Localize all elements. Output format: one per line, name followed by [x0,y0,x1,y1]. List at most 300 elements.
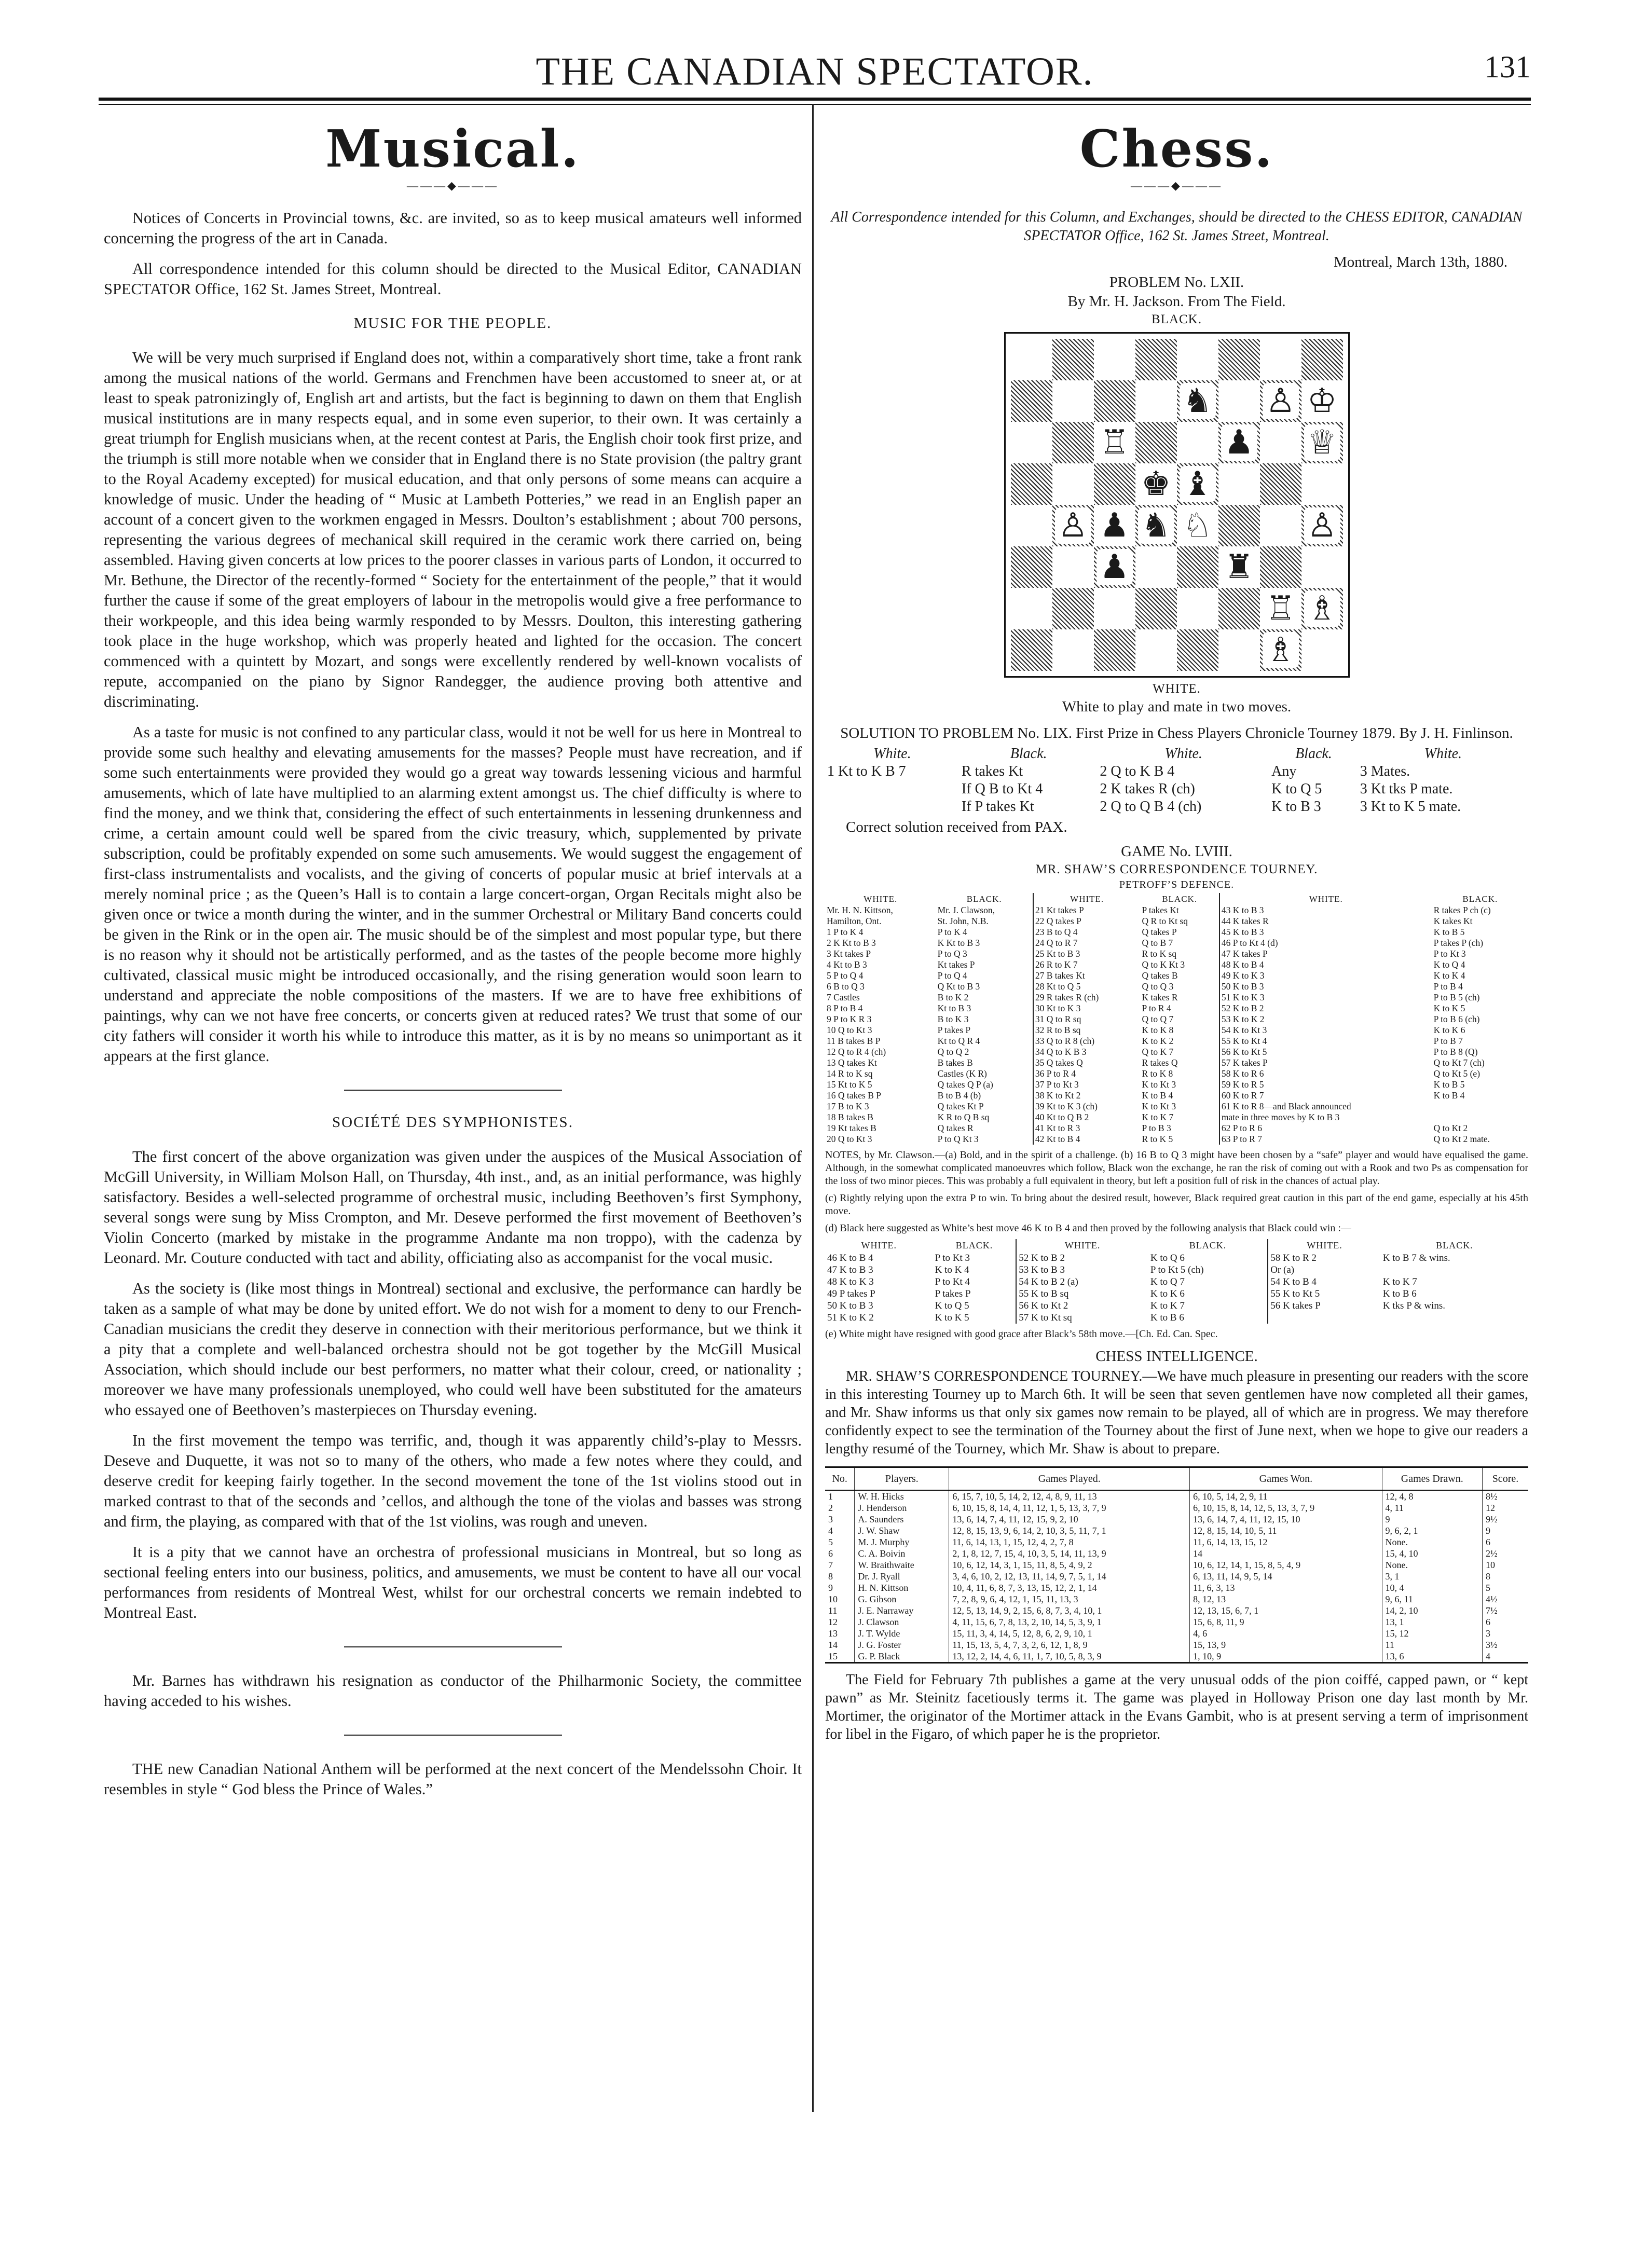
table-cell: 5 [1482,1582,1528,1593]
board-square [1011,380,1052,422]
game-move-row [825,905,1528,916]
column-header: WHITE. [1268,1239,1381,1252]
table-cell: 39 Kt to K 3 (ch) [1033,1101,1141,1112]
table-cell: J. G. Foster [855,1639,949,1651]
table-cell: Q takes Q P (a) [937,1079,993,1090]
intel-title: CHESS INTELLIGENCE. [1095,1348,1258,1365]
board-square [1301,339,1343,380]
table-cell: 9, 6, 11 [1382,1593,1482,1605]
table-cell: Q takes B [1142,970,1178,981]
column-header: WHITE. [1016,1239,1148,1252]
table-cell: 46 P to Kt 4 (d) [1219,938,1432,949]
table-cell: 1 P to K 4 [827,927,864,937]
table-cell: K to Q 4 [1433,959,1465,970]
table-cell: K tks P & wins. [1382,1300,1445,1311]
table-cell: 1, 10, 9 [1190,1651,1382,1663]
table-cell: 45 K to B 3 [1219,927,1432,938]
board-square [1135,422,1177,463]
table-cell: 8, 12, 13 [1190,1593,1382,1605]
tourney-table [825,1466,1528,1664]
table-cell: 56 K to Kt 2 [1016,1300,1148,1312]
table-cell [825,780,960,798]
solution-table [825,745,1528,816]
board-square [1177,422,1218,463]
table-cell: K to K 5 [1433,1003,1465,1013]
table-cell: 13, 6, 14, 7, 4, 11, 12, 15, 9, 2, 10 [949,1514,1190,1525]
solution-row [825,780,1528,798]
musical-masthead: Musical. [325,119,580,179]
table-cell: 36 P to R 4 [1033,1068,1141,1079]
table-cell: K to K 6 [1150,1288,1185,1299]
board-square [1218,380,1260,422]
chess-piece: ♟ [1097,549,1133,585]
table-cell: 56 K to Kt 5 [1219,1047,1432,1057]
table-cell: 28 Kt to Q 5 [1033,981,1141,992]
table-cell: K to B 7 & wins. [1382,1253,1450,1263]
board-square [1260,380,1301,422]
table-cell: 4 [1482,1651,1528,1663]
table-cell: Q to B 7 [1142,938,1173,948]
table-cell: K to B 6 [1382,1288,1417,1299]
intel-paragraph: MR. SHAW’S CORRESPONDENCE TOURNEY.—We have much pleasure in presenting our readers with the score in this interesting Tourney up to March 6th. It will be seen that seven gentlemen have now completed all their games, and Mr. Shaw informs us that only six games now remain to be played, all of which are in progress. We may therefore confidently expect to see the termination of the Tourney about the first of June next, when we hope to give our readers a lengthy resumé of the Tourney, which Mr. Shaw is about to prepare. [825,1368,1528,1457]
table-cell: 53 K to K 2 [1219,1014,1432,1025]
table-cell: K to K 7 [1150,1300,1185,1311]
table-cell: 3½ [1482,1639,1528,1651]
table-cell: 2 K Kt to B 3 [827,938,876,948]
musical-intro-2: All correspondence intended for this column should be directed to the Musical Editor, CANADIAN SPECTATOR Office, 162 St. James Street, Montreal. [104,260,802,298]
table-cell: 21 Kt takes P [1033,905,1141,916]
board-square [1094,505,1135,546]
table-cell: 14 R to K sq [827,1068,873,1079]
board-square [1260,546,1301,588]
tourney-row [825,1525,1528,1536]
table-cell: K to K 5 [935,1312,969,1323]
table-cell: B to B 4 (b) [937,1090,981,1101]
table-cell: K to B 4 [1433,1090,1465,1101]
table-cell: Q takes Kt P [937,1101,984,1111]
table-cell: P to B 8 (Q) [1433,1047,1478,1057]
table-cell: If P takes Kt [961,799,1034,815]
table-cell: K to B 6 [1150,1312,1184,1323]
table-cell: K to K 4 [935,1264,969,1275]
board-square [1052,463,1094,505]
table-cell: 3 Kt takes P [827,949,871,959]
table-cell: 20 Q to Kt 3 [827,1134,872,1144]
publication-title: THE CANADIAN SPECTATOR. [536,50,1094,93]
black-label: BLACK. [1152,312,1202,326]
table-cell: 16 Q takes B P [827,1090,881,1101]
table-cell: P to Kt 3 [935,1253,970,1263]
table-cell: K to B 4 [1142,1090,1173,1101]
table-cell: 11 [1382,1639,1482,1651]
board-square [1094,380,1135,422]
table-cell: 4 [828,1525,833,1536]
table-cell: 8 P to B 4 [827,1003,863,1013]
table-cell: Mr. J. Clawson, [937,905,995,915]
table-cell: 6 [828,1548,833,1559]
board-grid [1011,339,1343,671]
game-move-row [825,938,1528,949]
board-square [1260,629,1301,671]
ornament-divider: ———◆——— [407,179,499,192]
table-cell: 35 Q takes Q [1033,1057,1141,1068]
table-cell: K to Q 7 [1150,1276,1185,1287]
paragraph: The first concert of the above organization was given under the auspices of the Musical Association of McGill University, in William Molson Hall, on Thursday, 4th inst., and, as an initial performance, was highly satisfactory. Besides a well-selected programme of orchestral music, including Beethoven’s first Symphony, several songs were sung by Miss Crompton, and Mr. Deseve performed the first movement of Beethoven’s Violin Concerto (marked by mistake in the programme Andante ma non troppo), with the cadenza by Leonard. Mr. Couture conducted with tact and ability, officiating also as accompanist for the vocal music. [104,1148,802,1267]
game-subtitle: MR. SHAW’S CORRESPONDENCE TOURNEY. [1035,862,1318,876]
table-cell: 13 [828,1628,838,1639]
table-cell: Q Kt to B 3 [937,981,980,992]
table-cell: 10, 6, 12, 14, 1, 15, 8, 5, 4, 9 [1190,1559,1382,1571]
board-square [1052,380,1094,422]
table-cell: 3 Mates. [1360,763,1410,779]
table-cell: 61 K to R 8—and Black announced [1219,1101,1432,1112]
table-cell: 12, 5, 13, 14, 9, 2, 15, 6, 8, 7, 3, 4, 10, 1 [949,1605,1190,1616]
table-cell: 11, 15, 13, 5, 4, 7, 3, 2, 6, 12, 1, 8, 9 [949,1639,1190,1651]
game-notes: (e) White might have resigned with good grace after Black’s 58th move.—[Ch. Ed. Can. Spec. [825,1328,1218,1340]
table-cell: 8 [828,1571,833,1582]
table-cell: 11 [828,1605,838,1616]
table-cell: 58 K to R 2 [1268,1252,1381,1264]
board-square [1177,588,1218,629]
table-cell: 13, 1 [1382,1616,1482,1628]
table-cell: 26 R to K 7 [1033,959,1141,970]
tourney-row [825,1616,1528,1628]
table-cell: K to B 5 [1433,927,1465,937]
header-rule-heavy [99,98,1531,101]
table-cell: 55 K to Kt 5 [1268,1288,1381,1300]
table-cell: P takes P [937,1025,971,1035]
table-cell: 7½ [1482,1605,1528,1616]
board-square [1177,505,1218,546]
table-cell: If Q B to Kt 4 [961,781,1043,797]
table-cell: 30 Kt to K 3 [1033,1003,1141,1014]
tourney-row [825,1490,1528,1502]
tourney-row [825,1559,1528,1571]
board-square [1218,588,1260,629]
problem-author: By Mr. H. Jackson. From The Field. [1067,293,1286,310]
table-cell: 10 Q to Kt 3 [827,1025,872,1035]
chess-piece: ♟ [1221,424,1257,461]
board-square [1094,463,1135,505]
board-square [1052,505,1094,546]
table-cell: 6 B to Q 3 [827,981,865,992]
table-cell: 9 [1482,1525,1528,1536]
game-move-row [825,1047,1528,1057]
table-cell: K to K 4 [1433,970,1465,981]
table-cell: 51 K to K 3 [1219,992,1432,1003]
paragraph: It is a pity that we cannot have an orchestra of professional musicians in Montreal, but so long as sectional feeling enters into our business, politics, and amusements, we must be content to have all our vocal performances from residents of Montreal West, whilst for our orchestral concerts we remain indebted to Montreal East. [104,1543,802,1621]
table-cell: 46 K to B 4 [827,1253,873,1263]
table-cell: 6 [1482,1536,1528,1548]
table-cell: 9 [1382,1514,1482,1525]
table-cell: 18 B takes B [827,1112,873,1122]
problem-task: White to play and mate in two moves. [1062,698,1292,715]
table-cell: Or (a) [1268,1264,1381,1276]
game-move-row [825,992,1528,1003]
section-rule [344,1735,562,1736]
paragraph: As the society is (like most things in Montreal) sectional and exclusive, the performance can hardly be taken as a sample of what may be done by united effort. We do not wish for a moment to deny to our French-Canadian musicians the credit they deserve in connection with their meritorious performance, but we think it a pity that a complete and well-balanced orchestra should not be got together by the McGill Musical Association, which should include our best performers, no matter what their colour, creed, or nationality ; moreover we have many professionals unemployed, who could well have been substituted for the amateurs who essayed one of Beethoven’s masterpieces on Thursday evening. [104,1280,802,1419]
table-cell: 40 Kt to Q B 2 [1033,1112,1141,1123]
table-cell: 27 B takes Kt [1033,970,1141,981]
table-cell: 10, 6, 12, 14, 3, 1, 15, 11, 8, 5, 4, 9, 2 [949,1559,1190,1571]
table-cell: 6, 15, 7, 10, 5, 14, 2, 12, 4, 8, 9, 11, 13 [949,1490,1190,1502]
table-cell: H. N. Kittson [855,1582,949,1593]
column-header: BLACK. [1189,1240,1227,1250]
table-cell: 32 R to B sq [1033,1025,1141,1036]
table-cell: K to K 8 [1142,1025,1174,1035]
column-header: BLACK. [966,894,1002,904]
table-cell: 48 K to K 3 [827,1276,874,1287]
table-cell: K takes R [1142,992,1178,1002]
dateline: Montreal, March 13th, 1880. [1333,254,1507,270]
table-cell: 37 P to Kt 3 [1033,1079,1141,1090]
analysis-row [825,1312,1528,1324]
tourney-row [825,1548,1528,1559]
table-cell: None. [1382,1536,1482,1548]
musical-intro-1: Notices of Concerts in Provincial towns, &c. are invited, so as to keep musical amateurs well informed concerning the progress of the art in Canada. [104,209,802,247]
board-square [1135,380,1177,422]
table-cell: P takes Kt [1142,905,1179,915]
game-move-row [825,1014,1528,1025]
table-cell: R takes Kt [961,763,1023,779]
table-cell: J. W. Shaw [855,1525,949,1536]
table-cell: 31 Q to R sq [1033,1014,1141,1025]
table-cell: 12, 13, 15, 6, 7, 1 [1190,1605,1382,1616]
table-cell: Castles (K R) [937,1068,987,1079]
table-cell: P to B 4 [1433,981,1463,992]
analysis-row [825,1276,1528,1288]
chess-piece: ♘ [1180,507,1216,544]
table-cell: 13, 12, 2, 14, 4, 6, 11, 1, 7, 10, 5, 8, 3, 9 [949,1651,1190,1663]
table-cell: R to K sq [1142,949,1177,959]
table-cell: K to Kt 3 [1142,1079,1176,1090]
analysis-row [825,1288,1528,1300]
table-cell: 11, 6, 14, 13, 15, 12 [1190,1536,1382,1548]
board-square [1094,629,1135,671]
table-cell: mate in three moves by K to B 3 [1219,1112,1432,1123]
game-move-row [825,1090,1528,1101]
table-cell: 51 K to K 2 [827,1312,874,1323]
table-cell: R takes P ch (c) [1433,905,1491,915]
game-move-row [825,1057,1528,1068]
table-cell: 57 K to Kt sq [1016,1312,1148,1324]
table-cell: Q takes R [937,1123,974,1133]
table-cell: 54 K to Kt 3 [1219,1025,1432,1036]
column-header: Players. [855,1467,949,1491]
table-cell: Kt takes P [937,959,975,970]
table-cell: 5 [828,1537,833,1547]
chess-piece: ♗ [1263,632,1299,668]
board-square [1011,422,1052,463]
table-cell: 2 K takes R (ch) [1100,781,1195,797]
board-square [1094,546,1135,588]
table-cell: 15 [828,1651,838,1661]
solution-title: SOLUTION TO PROBLEM No. LIX. First Prize in Chess Players Chronicle Tourney 1879. By J. H. Finlinson. [840,725,1513,741]
table-cell: 1 Kt to K B 7 [827,763,906,779]
table-cell: Q to K 7 [1142,1047,1174,1057]
paragraph: We will be very much surprised if England does not, within a comparatively short time, take a front rank among the musical nations of the world. Germans and Frenchmen have been accustomed to sneer at, or at least to speak patronizingly of, English art and artists, but the fact is beginning to dawn on them that English musical institutions are in many respects equal, and in some even superior, to their own. It was certainly a great triumph for English musicians when, at the recent contest at Paris, the English choir took first prize, and the triumph is still more notable when we consider that in England there is no State provision (the paltry grant to the Royal Academy excepted) for musical education, and that only persons of some means can acquire a knowledge of music. Under the heading of “ Music at Lambeth Potteries,” we read in an English paper an account of a concert given to the workmen engaged in Messrs. Doulton’s establishment ; about 700 persons, representing the various degrees of mechanical skill required in the ceramic work there carried on, being assembled. Having given concerts at low prices to the poorer classes in various parts of London, it occurred to Mr. Bethune, the Director of the recently-formed “ Society for the entertainment of the people,” that it would further the cause if some of the great employers of labour in the metropolis would give a free performance to their workpeople, and this idea being warmly responded to by Messrs. Doulton, this interesting gathering took place in the huge workshop, which was properly heated and lighted for the occasion. The concert commenced with a quintett by Mozart, and songs were excellently rendered by well-known vocalists of repute, accompanied on the piano by Signor Randegger, the audience proving both attentive and discriminating. [104,349,802,710]
table-cell: 3 [828,1514,833,1524]
table-cell: Q to K Kt 3 [1142,959,1185,970]
board-square [1177,339,1218,380]
table-cell: 50 K to B 3 [1219,981,1432,992]
game-move-row [825,1003,1528,1014]
game-move-row [825,959,1528,970]
board-square [1301,463,1343,505]
chess-piece: ♙ [1055,507,1091,544]
tourney-row [825,1514,1528,1525]
column-header: BLACK. [955,1240,993,1250]
solution-received: Correct solution received from PAX. [846,819,1067,835]
tourney-row [825,1651,1528,1663]
table-cell: 56 K takes P [1268,1300,1381,1312]
table-cell: 63 P to R 7 [1219,1134,1432,1145]
game-move-row [825,981,1528,992]
table-cell: Q to Q 7 [1142,1014,1174,1024]
chess-piece: ♙ [1304,507,1340,544]
table-cell: 48 K to B 4 [1219,959,1432,970]
table-cell: K to K 6 [1433,1025,1465,1035]
board-square [1301,505,1343,546]
table-cell: 8 [1482,1571,1528,1582]
column-header: Games Won. [1190,1467,1382,1491]
table-cell: P to Kt 3 [1433,949,1466,959]
table-cell: P to R 4 [1142,1003,1171,1013]
barnes-notice: Mr. Barnes has withdrawn his resignation as conductor of the Philharmonic Society, the committee having acceded to his wishes. [104,1672,802,1710]
table-cell: G. P. Black [855,1651,949,1663]
analysis-table [825,1239,1528,1324]
table-cell: K to Kt 3 [1142,1101,1176,1111]
column-header: Black. [1295,746,1332,762]
table-cell: P to Kt 5 (ch) [1150,1264,1204,1275]
board-square [1218,463,1260,505]
column-header: WHITE. [861,1240,897,1250]
table-cell: 10 [828,1594,838,1604]
chess-piece: ♝ [1180,466,1216,502]
table-cell: 4, 11, 15, 6, 7, 8, 13, 2, 10, 14, 5, 3, 9, 1 [949,1616,1190,1628]
table-cell: 55 K to Kt 4 [1219,1036,1432,1047]
table-cell: 6, 10, 15, 8, 14, 12, 5, 13, 3, 7, 9 [1190,1502,1382,1514]
board-square [1011,463,1052,505]
table-cell: 34 Q to K B 3 [1033,1047,1141,1057]
table-cell: 19 Kt takes B [827,1123,876,1133]
table-cell: Q takes P [1142,927,1177,937]
column-header: BLACK. [1162,894,1198,904]
game-score-table [825,893,1528,1145]
table-cell: 10, 4, 11, 6, 8, 7, 3, 13, 15, 12, 2, 1, 14 [949,1582,1190,1593]
page-header [99,49,1531,101]
board-square [1218,505,1260,546]
field-paragraph: The Field for February 7th publishes a game at the very unusual odds of the pion coiffé, capped pawn, or “ kept pawn” as Mr. Steinitz facetiously terms it. The game was played in Holloway Prison one day last month by Mr. Mortimer, the originator of the Mortimer attack in the Evans Gambit, who is at present serving a term of imprisonment for libel in the Figaro, of which paper he is the proprietor. [825,1672,1528,1742]
table-cell: Q to Kt 7 (ch) [1433,1057,1485,1068]
column-header: White. [1164,746,1202,762]
chess-piece: ♗ [1304,590,1340,627]
table-cell: 7 Castles [827,992,860,1002]
board-square [1301,546,1343,588]
table-cell: 17 B to K 3 [827,1101,869,1111]
table-cell: 58 K to R 6 [1219,1068,1432,1079]
table-cell: 12 [1482,1502,1528,1514]
table-cell: 1 [828,1491,833,1502]
board-square [1094,339,1135,380]
board-square [1260,422,1301,463]
table-cell: W. Braithwaite [855,1559,949,1571]
game-move-row [825,1079,1528,1090]
table-cell: K to Q 5 [935,1300,969,1311]
column-header: BLACK. [1462,894,1498,904]
chess-piece: ♚ [1138,466,1174,502]
board-square [1052,546,1094,588]
game-move-row [825,1036,1528,1047]
table-cell: 3 Kt tks P mate. [1360,781,1453,797]
column-header: White. [1424,746,1462,762]
table-cell: Q to Kt 2 [1433,1123,1468,1133]
ornament-divider: ———◆——— [1131,179,1223,192]
table-cell: P to B 3 [1142,1123,1171,1133]
table-cell: 15, 13, 9 [1190,1639,1382,1651]
game-notes: (d) Black here suggested as White’s best move 46 K to B 4 and then proved by the following analysis that Black could win :— [825,1222,1351,1234]
table-cell: 38 K to Kt 2 [1033,1090,1141,1101]
chess-piece: ♞ [1138,507,1174,544]
board-square [1011,546,1052,588]
table-cell: 2 Q to Q B 4 (ch) [1100,799,1202,815]
tourney-row [825,1571,1528,1582]
board-square [1011,588,1052,629]
chess-masthead: Chess. [1079,119,1274,179]
table-cell: 12, 4, 8 [1382,1490,1482,1502]
board-square [1011,339,1052,380]
table-cell: K takes Kt [1433,916,1473,926]
board-square [1218,339,1260,380]
board-square [1301,588,1343,629]
game-move-row [825,1068,1528,1079]
column-header: Games Drawn. [1382,1467,1482,1491]
board-square [1135,629,1177,671]
board-square [1177,546,1218,588]
board-square [1052,588,1094,629]
chess-piece: ♟ [1097,507,1133,544]
table-cell: Any [1271,763,1297,779]
table-cell: P to B 5 (ch) [1433,992,1480,1002]
section-title-music-for-people: MUSIC FOR THE PEOPLE. [353,315,552,332]
board-square [1052,339,1094,380]
table-cell: G. Gibson [855,1593,949,1605]
board-square [1301,380,1343,422]
game-notes: (c) Rightly relying upon the extra P to win. To bring about the desired result, however, Black required great caution in this part of the end game, especially at his 45th move. [825,1192,1528,1217]
solution-row [825,798,1528,816]
tourney-row [825,1639,1528,1651]
table-cell: K to B 5 [1433,1079,1465,1090]
table-cell: 9½ [1482,1514,1528,1525]
table-cell: 49 P takes P [827,1288,875,1299]
table-cell: 54 K to B 4 [1268,1276,1381,1288]
table-cell: 3, 1 [1382,1571,1482,1582]
analysis-row [825,1300,1528,1312]
table-cell: 25 Kt to B 3 [1033,949,1141,959]
table-cell: B to K 3 [937,1014,969,1024]
table-cell: 15, 11, 3, 4, 14, 5, 12, 8, 6, 2, 9, 10, 1 [949,1628,1190,1639]
game-move-row [825,1134,1528,1145]
chess-column [825,114,1528,1743]
table-cell: 4, 6 [1190,1628,1382,1639]
column-header: WHITE. [1219,893,1432,905]
game-notes: NOTES, by Mr. Clawson.—(a) Bold, and in the spirit of a challenge. (b) 16 B to Q 3 might have been chosen by a “safe” player and would have equalised the game. Although, in the somewhat complicated manoeuvres which follow, Black won the exchange, he ran the risk of coming out with a Rook and two Ps as compensation for the loss of two minor pieces. This was probably a full equivalent in theory, but left a position full of risk in the chances of actual play. [825,1149,1528,1187]
table-cell: K to B 3 [1271,799,1321,815]
table-cell: 15, 4, 10 [1382,1548,1482,1559]
table-cell: 12 [828,1617,838,1627]
game-move-row [825,970,1528,981]
table-cell: 8½ [1482,1490,1528,1502]
